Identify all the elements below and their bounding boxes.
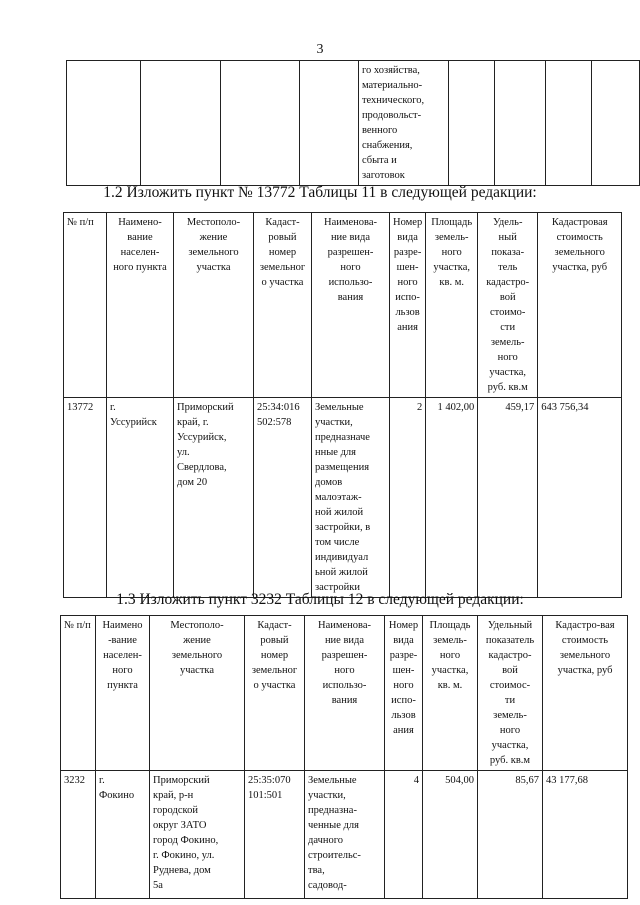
- table-row: [67, 61, 640, 186]
- column-header: Кадастро-вая стоимость земельного участка, руб: [543, 616, 628, 771]
- specific-value-cell: 459,17: [478, 398, 538, 598]
- header-row: [64, 213, 622, 398]
- column-header: № п/п: [64, 213, 107, 398]
- row-number: 13772: [64, 398, 107, 598]
- column-header: Номер вида разре- шен- ного испо- льзов ания: [385, 616, 423, 771]
- location-cell: Приморский край, г. Уссурийск, ул. Свердлова, дом 20: [174, 398, 254, 598]
- column-header: Площадь земель- ного участка, кв. м.: [426, 213, 478, 398]
- column-header: Кадастровая стоимость земельного участка, руб: [538, 213, 622, 398]
- section-heading: 1.3 Изложить пункт 3232 Таблицы 12 в следующей редакции:: [116, 591, 524, 608]
- cadastral-value-cell: 43 177,68: [543, 771, 628, 899]
- settlement-cell: г. Уссурийск: [107, 398, 174, 598]
- column-header: Наимено -вание населен- ного пункта: [96, 616, 150, 771]
- area-cell: 1 402,00: [426, 398, 478, 598]
- column-header: Удель- ный показа- тель кадастро- вой стоимо- сти земель- ного участка, руб. кв.м: [478, 213, 538, 398]
- row-number: 3232: [61, 771, 96, 899]
- cadastral-number-cell: 25:35:070 101:501: [245, 771, 305, 899]
- column-header: Площадь земель- ного участка, кв. м.: [423, 616, 478, 771]
- table-13772: [63, 212, 622, 598]
- permitted-use-cell: Земельные участки, предназна- ченные для дачного строительс- тва, садовод-: [305, 771, 385, 899]
- column-header: Кадаст- ровый номер земельног о участка: [254, 213, 312, 398]
- continuation-table: [66, 60, 640, 186]
- table-row: [64, 398, 622, 598]
- column-header: Местополо- жение земельного участка: [150, 616, 245, 771]
- section-heading: 1.2 Изложить пункт № 13772 Таблицы 11 в следующей редакции:: [103, 184, 537, 201]
- cadastral-number-cell: 25:34:016 502:578: [254, 398, 312, 598]
- column-header: Номер вида разре- шен- ного испо- льзов ания: [390, 213, 426, 398]
- column-header: Наимено- вание населен- ного пункта: [107, 213, 174, 398]
- location-cell: Приморский край, р-н городской округ ЗАТО город Фокино, г. Фокино, ул. Руднева, дом 5а: [150, 771, 245, 899]
- page-number: 3: [316, 42, 324, 57]
- use-number-cell: 4: [385, 771, 423, 899]
- settlement-cell: г. Фокино: [96, 771, 150, 899]
- use-number-cell: 2: [390, 398, 426, 598]
- table-3232: [60, 615, 628, 899]
- column-header: № п/п: [61, 616, 96, 771]
- column-header: Наименова- ние вида разрешен- ного использо- вания: [312, 213, 390, 398]
- column-header: Наименова- ние вида разрешен- ного использо- вания: [305, 616, 385, 771]
- column-header: Кадаст- ровый номер земельног о участка: [245, 616, 305, 771]
- cadastral-value-cell: 643 756,34: [538, 398, 622, 598]
- area-cell: 504,00: [423, 771, 478, 899]
- column-header: Местополо- жение земельного участка: [174, 213, 254, 398]
- column-header: Удельный показатель кадастро- вой стоимос- ти земель- ного участка, руб. кв.м: [478, 616, 543, 771]
- permitted-use-cell: Земельные участки, предназначе нные для размещения домов малоэтаж- ной жилой застройки, в том числе индивидуал ьной жилой застройки: [312, 398, 390, 598]
- table-row: [61, 771, 628, 899]
- permitted-use-fragment: го хозяйства, материально- технического, продовольст- венного снабжения, сбыта и заготовок: [358, 61, 449, 186]
- specific-value-cell: 85,67: [478, 771, 543, 899]
- header-row: [61, 616, 628, 771]
